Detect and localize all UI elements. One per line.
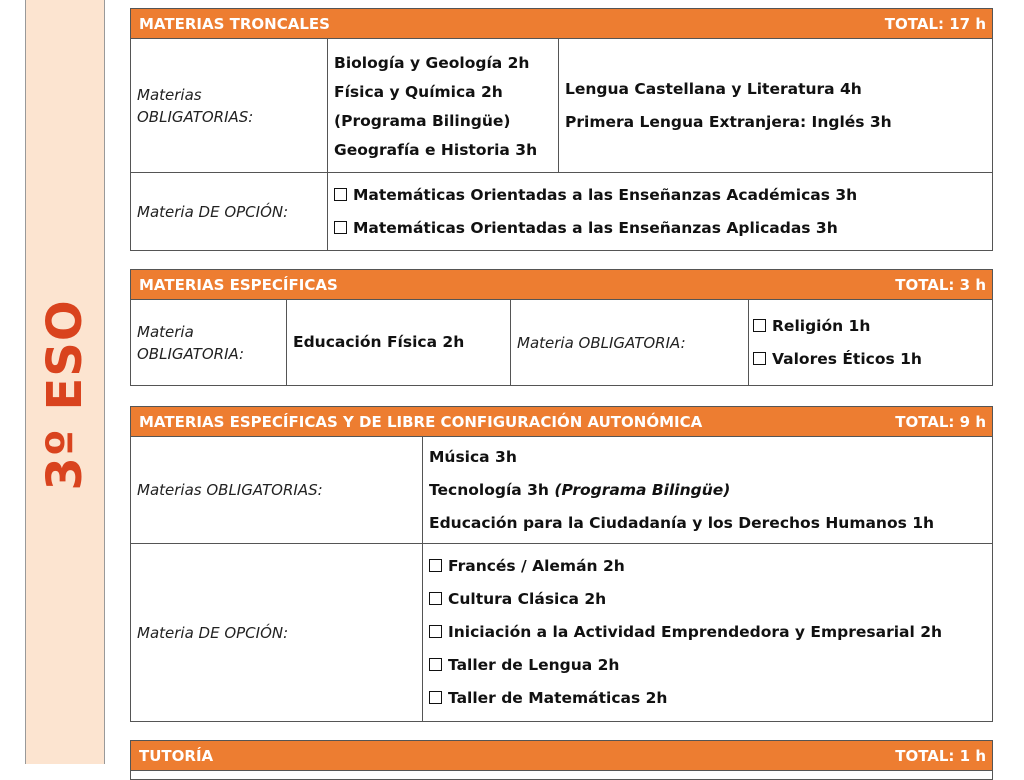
subject-note: (Programa Bilingüe) — [554, 480, 731, 499]
option-item[interactable] — [334, 179, 986, 212]
section-total: TOTAL: 3 h — [895, 275, 986, 294]
checkbox-icon[interactable] — [429, 625, 442, 638]
option-item[interactable] — [429, 583, 986, 616]
label-line: Materia OBLIGATORIA: — [517, 333, 686, 352]
option-label: Taller de Lengua 2h — [448, 656, 620, 674]
checkbox-icon[interactable] — [429, 592, 442, 605]
section-header — [131, 741, 992, 771]
label-line: Materias — [137, 85, 202, 104]
label-line: Materias OBLIGATORIAS: — [137, 481, 323, 499]
subject — [429, 474, 986, 507]
subject: Primera Lengua Extranjera: Inglés 3h — [565, 112, 892, 131]
opcion-row — [131, 172, 992, 250]
checkbox-icon[interactable] — [753, 319, 766, 332]
option-label: Religión 1h — [772, 316, 871, 335]
row-label — [131, 300, 286, 385]
checkbox-icon[interactable] — [334, 188, 347, 201]
subject: Lengua Castellana y Literatura 4h — [565, 79, 862, 98]
subject-note: (Programa Bilingüe) — [334, 111, 511, 130]
subject: Educación Física 2h — [293, 333, 465, 351]
subject-label: Tecnología 3h — [429, 480, 549, 499]
row-label — [131, 544, 422, 721]
option-item[interactable] — [429, 550, 986, 583]
option-label: Iniciación a la Actividad Emprendedora y Empresarial 2h — [448, 623, 943, 641]
section-total: TOTAL: 1 h — [895, 746, 986, 765]
section-header — [131, 407, 992, 437]
option-list — [748, 300, 992, 385]
subject: Física y Química 2h — [334, 82, 503, 101]
row-label — [131, 39, 327, 172]
label-line: OBLIGATORIAS: — [137, 107, 254, 126]
option-item[interactable] — [429, 616, 986, 649]
option-label: Matemáticas Orientadas a las Enseñanzas Aplicadas 3h — [353, 218, 838, 237]
row-label — [131, 173, 327, 250]
row-label — [131, 437, 422, 543]
subject: Educación para la Ciudadanía y los Derechos Humanos 1h — [429, 513, 935, 532]
option-item[interactable] — [429, 649, 986, 682]
checkbox-icon[interactable] — [429, 691, 442, 704]
section-total: TOTAL: 17 h — [884, 14, 986, 33]
option-list — [422, 544, 992, 721]
row-label — [510, 300, 748, 385]
subject-cell — [286, 300, 510, 385]
obligatorias-row — [131, 437, 992, 543]
section-especificas — [130, 269, 993, 386]
checkbox-icon[interactable] — [753, 352, 766, 365]
option-item[interactable] — [753, 310, 986, 343]
option-item[interactable] — [753, 343, 986, 376]
section-title: MATERIAS ESPECÍFICAS Y DE LIBRE CONFIGURACIÓN AUTONÓMICA — [139, 412, 703, 431]
side-title: 3º ESO — [37, 299, 93, 491]
obligatoria-row — [131, 300, 992, 385]
section-title: MATERIAS TRONCALES — [139, 14, 330, 33]
option-label: Francés / Alemán 2h — [448, 557, 625, 575]
subject: Geografía e Historia 3h — [334, 140, 538, 159]
subjects-col-1 — [327, 39, 558, 172]
section-tutoria — [130, 740, 993, 780]
side-banner — [25, 0, 105, 764]
option-item[interactable] — [429, 682, 986, 715]
section-title: TUTORÍA — [139, 746, 214, 765]
obligatorias-row — [131, 39, 992, 172]
label-line: Materia — [137, 322, 194, 341]
section-autonomica — [130, 406, 993, 722]
section-header — [131, 270, 992, 300]
section-title: MATERIAS ESPECÍFICAS — [139, 275, 338, 294]
section-total: TOTAL: 9 h — [895, 412, 986, 431]
label-line: Materia DE OPCIÓN: — [137, 202, 289, 221]
subjects-col-2 — [558, 39, 992, 172]
option-label: Matemáticas Orientadas a las Enseñanzas Académicas 3h — [353, 185, 858, 204]
option-list — [327, 173, 992, 250]
opcion-row — [131, 543, 992, 721]
label-line: Materia DE OPCIÓN: — [137, 623, 289, 642]
label-line: OBLIGATORIA: — [137, 344, 245, 363]
checkbox-icon[interactable] — [429, 658, 442, 671]
section-header — [131, 9, 992, 39]
option-item[interactable] — [334, 212, 986, 245]
checkbox-icon[interactable] — [429, 559, 442, 572]
subjects-col — [422, 437, 992, 543]
option-label: Valores Éticos 1h — [772, 349, 922, 368]
subject: Música 3h — [429, 447, 517, 466]
option-label: Cultura Clásica 2h — [448, 590, 607, 608]
section-troncales — [130, 8, 993, 251]
subject: Biología y Geología 2h — [334, 53, 530, 72]
checkbox-icon[interactable] — [334, 221, 347, 234]
option-label: Taller de Matemáticas 2h — [448, 689, 668, 707]
